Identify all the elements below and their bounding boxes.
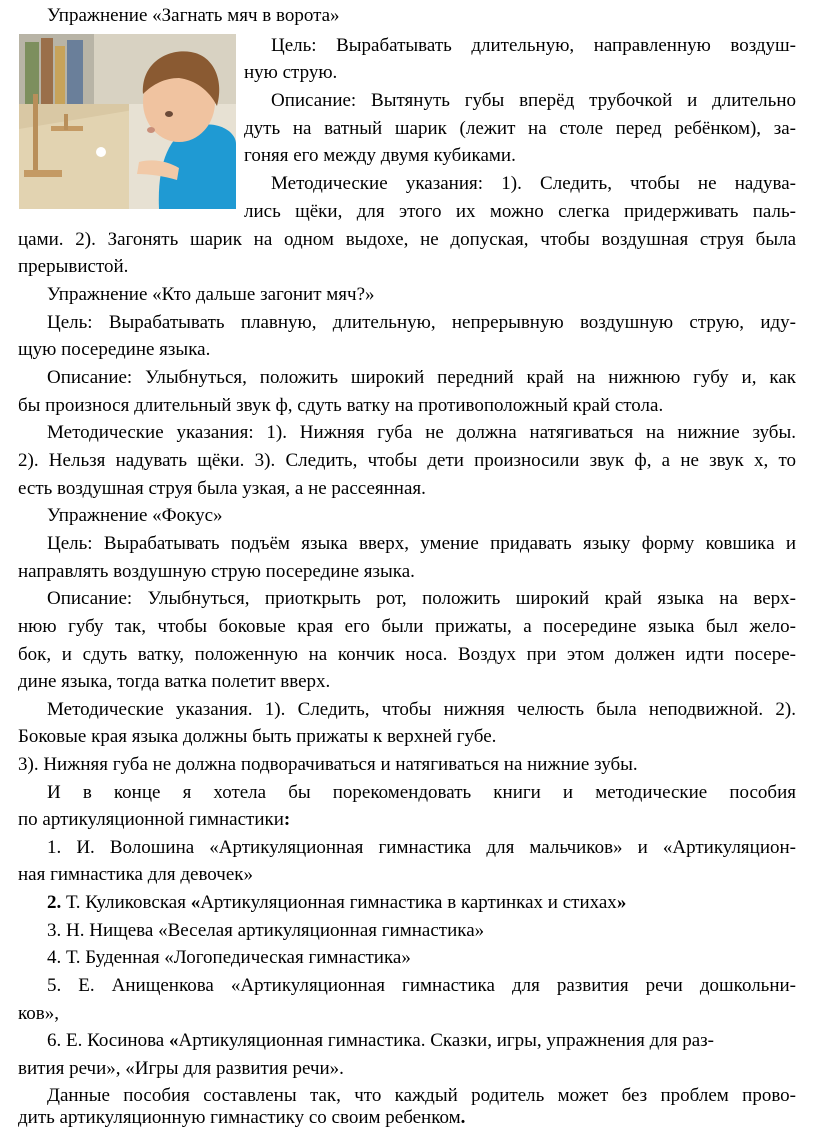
exercise-2-goal: Цель: Вырабатывать плавную, длительную, непрерывную воздушную струю, иду- xyxy=(47,312,796,333)
book-1: ная гимнастика для девочек» xyxy=(18,864,254,885)
books-outro: дить артикуляционную гимнастику со своим ребенком. xyxy=(18,1107,466,1128)
books-intro: И в конце я хотела бы порекомендовать книги и методические пособия xyxy=(47,782,796,803)
book-5: 5. Е. Анищенкова «Артикуляционная гимнастика для развития речи дошкольни- xyxy=(47,975,796,996)
exercise-3-notes: Методические указания. 1). Следить, чтобы нижняя челюсть была неподвижной. 2). xyxy=(47,699,796,720)
exercise-1-description: гоняя его между двумя кубиками. xyxy=(244,145,516,166)
child-blowing-cotton-ball-photo xyxy=(19,34,236,209)
exercise-3-notes: 3). Нижняя губа не должна подворачиваться и натягиваться на нижние зубы. xyxy=(18,754,638,775)
exercise-1-title: Упражнение «Загнать мяч в ворота» xyxy=(47,5,340,26)
book-3: 3. Н. Нищева «Веселая артикуляционная гимнастика» xyxy=(47,920,485,941)
book-4: 4. Т. Буденная «Логопедическая гимнастика» xyxy=(47,947,411,968)
book-6: вития речи», «Игры для развития речи». xyxy=(18,1058,344,1079)
exercise-1-description: Описание: Вытянуть губы вперёд трубочкой и длительно xyxy=(271,90,796,111)
books-outro: Данные пособия составлены так, что каждый родитель может без проблем прово- xyxy=(47,1085,796,1106)
exercise-3-title: Упражнение «Фокус» xyxy=(47,505,223,526)
exercise-3-description: нюю губу так, чтобы боковые края его были прижаты, а посередине языка был жело- xyxy=(18,616,796,637)
exercise-3-goal: направлять воздушную струю посередине языка. xyxy=(18,561,415,582)
exercise-2-goal: щую посередине языка. xyxy=(18,339,211,360)
exercise-1-description: дуть на ватный шарик (лежит на столе перед ребёнком), за- xyxy=(244,118,796,139)
exercise-2-notes: 2). Нельзя надувать щёки. 3). Следить, чтобы дети произносили звук ф, а не звук х, то xyxy=(18,450,796,471)
exercise-1-goal: Цель: Вырабатывать длительную, направленную воздуш- xyxy=(271,35,796,56)
exercise-1-notes: прерывистой. xyxy=(18,256,129,277)
exercise-1-notes: Методические указания: 1). Следить, чтобы не надува- xyxy=(271,173,796,194)
exercise-3-goal: Цель: Вырабатывать подъём языка вверх, умение придавать языку форму ковшика и xyxy=(47,533,796,554)
exercise-3-description: дине языка, тогда ватка полетит вверх. xyxy=(18,671,331,692)
exercise-3-description: Описание: Улыбнуться, приоткрыть рот, положить широкий край языка на верх- xyxy=(47,588,796,609)
exercise-2-description: бы произнося длительный звук ф, сдуть ватку на противоположный край стола. xyxy=(18,395,664,416)
books-intro: по артикуляционной гимнастики: xyxy=(18,809,291,830)
exercise-1-notes: цами. 2). Загонять шарик на одном выдохе, не допуская, чтобы воздушная струя была xyxy=(18,229,796,250)
book-6: 6. Е. Косинова «Артикуляционная гимнастика. Сказки, игры, упражнения для раз- xyxy=(47,1030,714,1051)
exercise-2-title: Упражнение «Кто дальше загонит мяч?» xyxy=(47,284,375,305)
book-1: 1. И. Волошина «Артикуляционная гимнастика для мальчиков» и «Артикуляцион- xyxy=(47,837,796,858)
exercise-2-description: Описание: Улыбнуться, положить широкий передний край на нижнюю губу и, как xyxy=(47,367,796,388)
exercise-3-description: бок, и сдуть ватку, положенную на кончик носа. Воздух при этом должен идти посере- xyxy=(18,644,796,665)
book-2: 2. Т. Куликовская «Артикуляционная гимнастика в картинках и стихах» xyxy=(47,892,627,913)
exercise-1-goal: ную струю. xyxy=(244,62,338,83)
exercise-1-notes: лись щёки, для этого их можно слегка придерживать паль- xyxy=(244,201,796,222)
exercise-2-notes: есть воздушная струя была узкая, а не рассеянная. xyxy=(18,478,426,499)
exercise-3-notes: Боковые края языка должны быть прижаты к верхней губе. xyxy=(18,726,497,747)
book-5: ков», xyxy=(18,1003,59,1024)
exercise-2-notes: Методические указания: 1). Нижняя губа не должна натягиваться на нижние зубы. xyxy=(47,422,796,443)
